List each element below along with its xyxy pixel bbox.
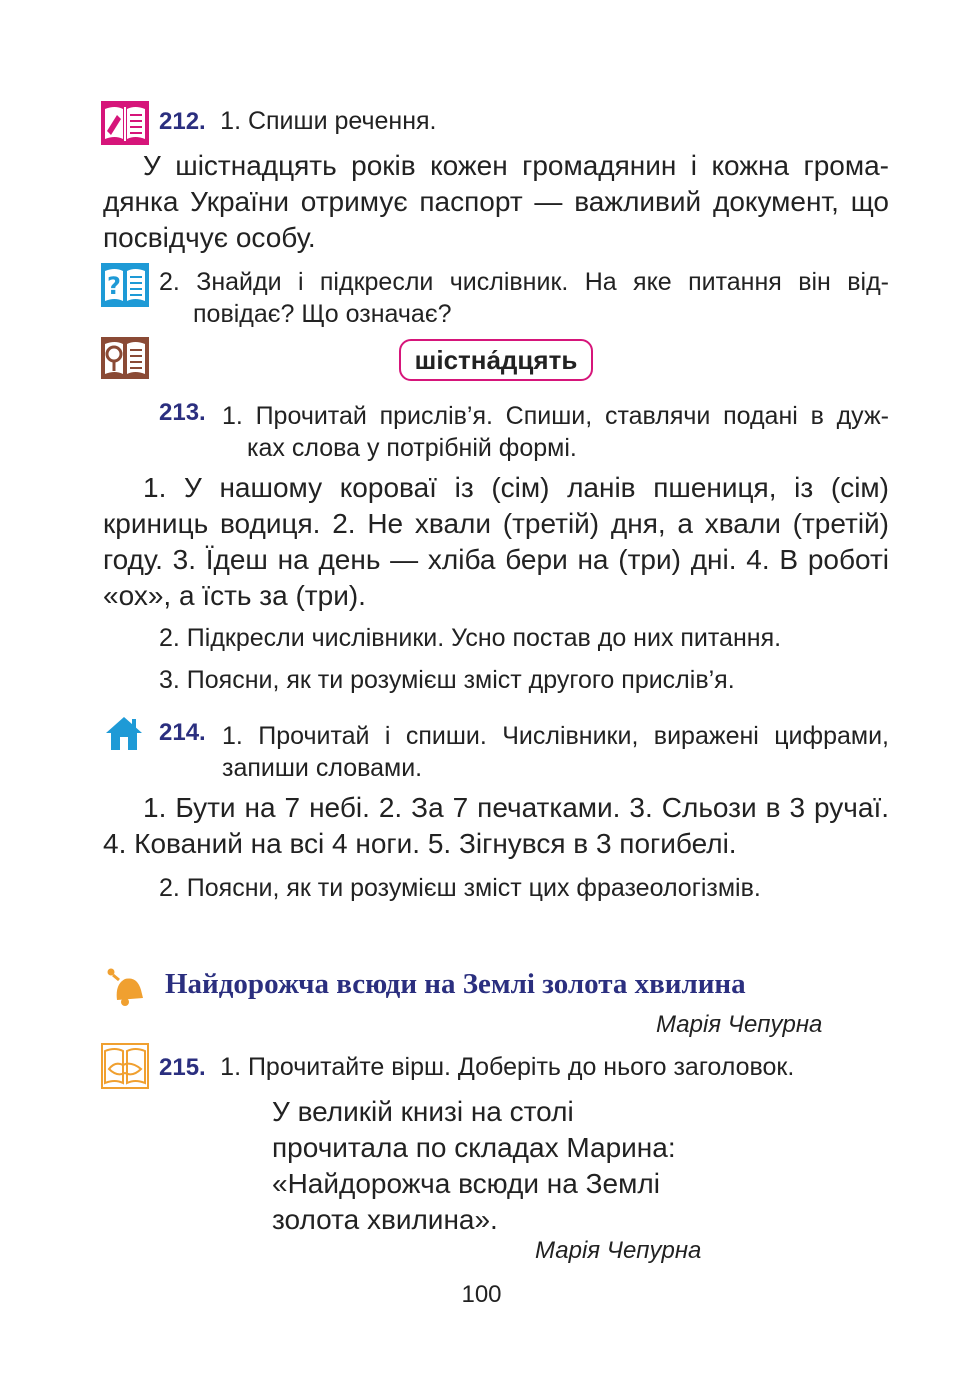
task-text: 2. Знайди і підкресли числівник. На яке питання він від- (159, 268, 889, 296)
text-line: 1. Бути на 7 небі. 2. За 7 печатками. 3. Сльози в 3 ручаї. (143, 792, 889, 823)
poem-line: «Найдорожча всюди на Землі (272, 1168, 660, 1199)
task-text: 3. Поясни, як ти розумієш зміст другого прислів’я. (159, 666, 735, 694)
page-number: 100 (461, 1281, 502, 1308)
handshake-book-icon (101, 1043, 149, 1089)
text-line: У шістнадцять років кожен громадянин і кожна грома- (143, 150, 889, 181)
poem-author: Марія Чепурна (535, 1237, 702, 1264)
text-line: дянка України отримує паспорт — важливий документ, що (103, 186, 889, 217)
text-line: «ох», а їсть за (три). (103, 580, 366, 611)
text-line: посвідчує особу. (103, 222, 316, 253)
task-text: ках слова у потрібній формі. (247, 434, 577, 462)
exercise-number: 213. (159, 399, 206, 426)
text-line: году. 3. Їдеш на день — хліба бери на (три) дні. 4. В роботі (103, 544, 889, 575)
vocabulary-word: шістна́дцять (399, 339, 593, 381)
question-book-icon (101, 263, 149, 307)
task-text: 1. Прочитай і спиши. Числівники, виражені цифрами, (222, 722, 889, 750)
exercise-number: 214. (159, 719, 206, 746)
exercise-215-task-1 (159, 1050, 794, 1084)
poem-line: золота хвилина». (272, 1204, 498, 1235)
author: Марія Чепурна (656, 1011, 823, 1038)
task-text: 1. Прочитай прислів’я. Спиши, ставлячи подані в дуж- (222, 402, 889, 430)
pen-book-icon (101, 101, 149, 145)
section-title: Найдорожча всюди на Землі золота хвилина (165, 968, 746, 1000)
poem-line: У великій книзі на столі (272, 1096, 574, 1127)
svg-text:?: ? (107, 272, 121, 300)
exercise-214-task-1 (159, 719, 206, 747)
text-line: 1. У нашому короваї із (сім) ланів пшениця, із (сім) (143, 472, 889, 503)
task-text: 1. Прочитайте вірш. Доберіть до нього заголовок. (220, 1053, 795, 1081)
exercise-213-task-1 (159, 399, 206, 427)
text-line: криниць водиця. 2. Не хвали (третій) дня, а хвали (третій) (103, 508, 889, 539)
poem-line: прочитала по складах Марина: (272, 1132, 676, 1163)
house-icon (104, 715, 144, 751)
task-text: 1. Спиши речення. (220, 107, 437, 135)
text-line: 4. Кований на всі 4 ноги. 5. Зігнувся в 3 погибелі. (103, 828, 737, 859)
exercise-number: 215. (159, 1054, 206, 1081)
bell-icon (103, 966, 145, 1008)
task-text: 2. Поясни, як ти розумієш зміст цих фразеологізмів. (159, 874, 761, 902)
exercise-number: 212. (159, 108, 206, 135)
task-text: повідає? Що означає? (193, 300, 452, 328)
task-text: 2. Підкресли числівники. Усно постав до них питання. (159, 624, 782, 652)
magnifier-book-icon (101, 337, 149, 379)
exercise-212-task-1 (159, 104, 437, 138)
task-text: запиши словами. (222, 754, 423, 782)
